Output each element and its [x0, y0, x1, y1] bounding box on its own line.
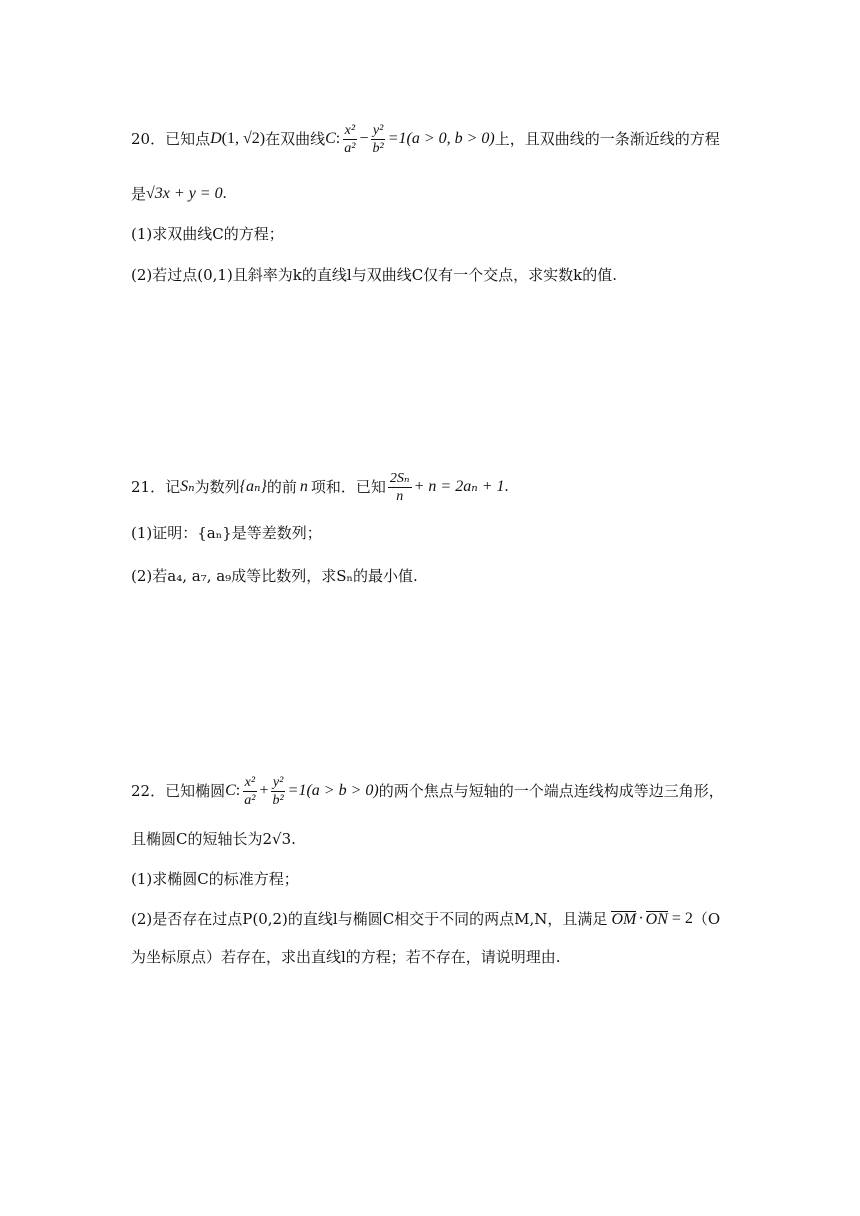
q20-curve-c: C: [325, 130, 336, 147]
q20-line-1: 20． 已知点 D (1, √2) 在双曲线 C : $\frac{\text{x²}}{\text{a²}}$ − $\frac{\text{y²}}{\text{b²}}$ =1(a > 0, b > 0) 上，且双曲线的一条渐近线的方程: [131, 122, 720, 156]
q22-part-2-line-1: (2)是否存在过点P(0,2)的直线l与椭圆C相交于不同的两点M,N，且满足 OM · ON = 2 （O: [131, 910, 721, 928]
q22-part-2-line-2: 为坐标原点）若存在，求出直线l的方程；若不存在，请说明理由.: [131, 948, 561, 966]
q21-line-1: 21． 记 Sₙ 为数列 {aₙ} 的前 n 项和．已知 $\frac{\text{2Sₙ}}{n}$ + n = 2aₙ + 1 .: [131, 470, 509, 504]
q22-part-1: (1)求椭圆C的标准方程；: [131, 870, 299, 888]
q20-asymptote-eq: √3x + y = 0: [146, 185, 223, 202]
q21-part-2: (2)若a₄, a₇, a₉成等比数列，求Sₙ的最小值.: [131, 567, 418, 585]
q20-eq-rhs: =1(a > 0, b > 0): [387, 130, 495, 147]
q22-part-2-text-b: （O: [692, 910, 721, 928]
q21-sn: Sₙ: [180, 478, 195, 495]
q20-part-1: (1)求双曲线C的方程；: [131, 225, 284, 243]
q22-number: 22．: [131, 782, 166, 800]
q22-part-2-eq: = 2: [671, 910, 693, 927]
q20-text-on-hyperbola: 在双曲线: [265, 130, 326, 148]
q21-text-2: 为数列: [194, 478, 240, 496]
q20-number: 20．: [131, 130, 166, 148]
q21-frac: $\frac{\text{2Sₙ}}{n}$: [389, 470, 410, 504]
q21-text-3: 的前: [266, 478, 297, 496]
q22-text-known-ellipse: 已知椭圆: [165, 782, 226, 800]
q21-eq-rest: + n = 2aₙ + 1: [413, 478, 505, 495]
q20-point-d: D: [210, 130, 222, 147]
q20-frac-x: $\frac{\text{x²}}{\text{a²}}$: [344, 122, 356, 156]
q20-line-2: 是 √3x + y = 0 .: [131, 185, 227, 203]
q20-text-known-point: 已知点: [165, 130, 211, 148]
q21-n: n: [299, 478, 308, 495]
q22-frac-x: $\frac{\text{x²}}{\text{a²}}$: [244, 774, 256, 808]
q20-text-is: 是: [131, 185, 147, 203]
q20-part-2: (2)若过点(0,1)且斜率为k的直线l与双曲线C仅有一个交点，求实数k的值.: [131, 266, 618, 284]
q22-line-2: 且椭圆C的短轴长为2√3.: [131, 830, 296, 848]
q22-part-2-text: (2)是否存在过点P(0,2)的直线l与椭圆C相交于不同的两点M,N，且满足: [131, 910, 608, 928]
q20-point-d-coords: (1, √2): [221, 130, 266, 147]
q21-text-1: 记: [165, 478, 181, 496]
q21-an-set: {aₙ}: [239, 478, 267, 495]
q20-frac-y: $\frac{\text{y²}}{\text{b²}}$: [372, 122, 384, 156]
q21-number: 21．: [131, 478, 166, 496]
q22-frac-y: $\frac{\text{y²}}{\text{b²}}$: [272, 774, 284, 808]
q22-vec-om: OM: [611, 910, 637, 928]
q22-curve-c: C: [225, 782, 236, 799]
q22-eq-rhs: =1(a > b > 0): [287, 782, 379, 799]
q22-text-rest: 的两个焦点与短轴的一个端点连线构成等边三角形，: [378, 782, 724, 800]
q22-line-1: 22． 已知椭圆 C : $\frac{\text{x²}}{\text{a²}}$ + $\frac{\text{y²}}{\text{b²}}$ =1(a > b > 0) 的两个焦点与短轴的一个端点连线构成等边三角形，: [131, 774, 724, 808]
q22-vec-on: ON: [645, 910, 668, 928]
q20-text-asymptote: 上，且双曲线的一条渐近线的方程: [494, 130, 720, 148]
q21-part-1: (1)证明：{aₙ}是等差数列；: [131, 524, 322, 542]
q21-text-4: 项和．已知: [310, 478, 386, 496]
